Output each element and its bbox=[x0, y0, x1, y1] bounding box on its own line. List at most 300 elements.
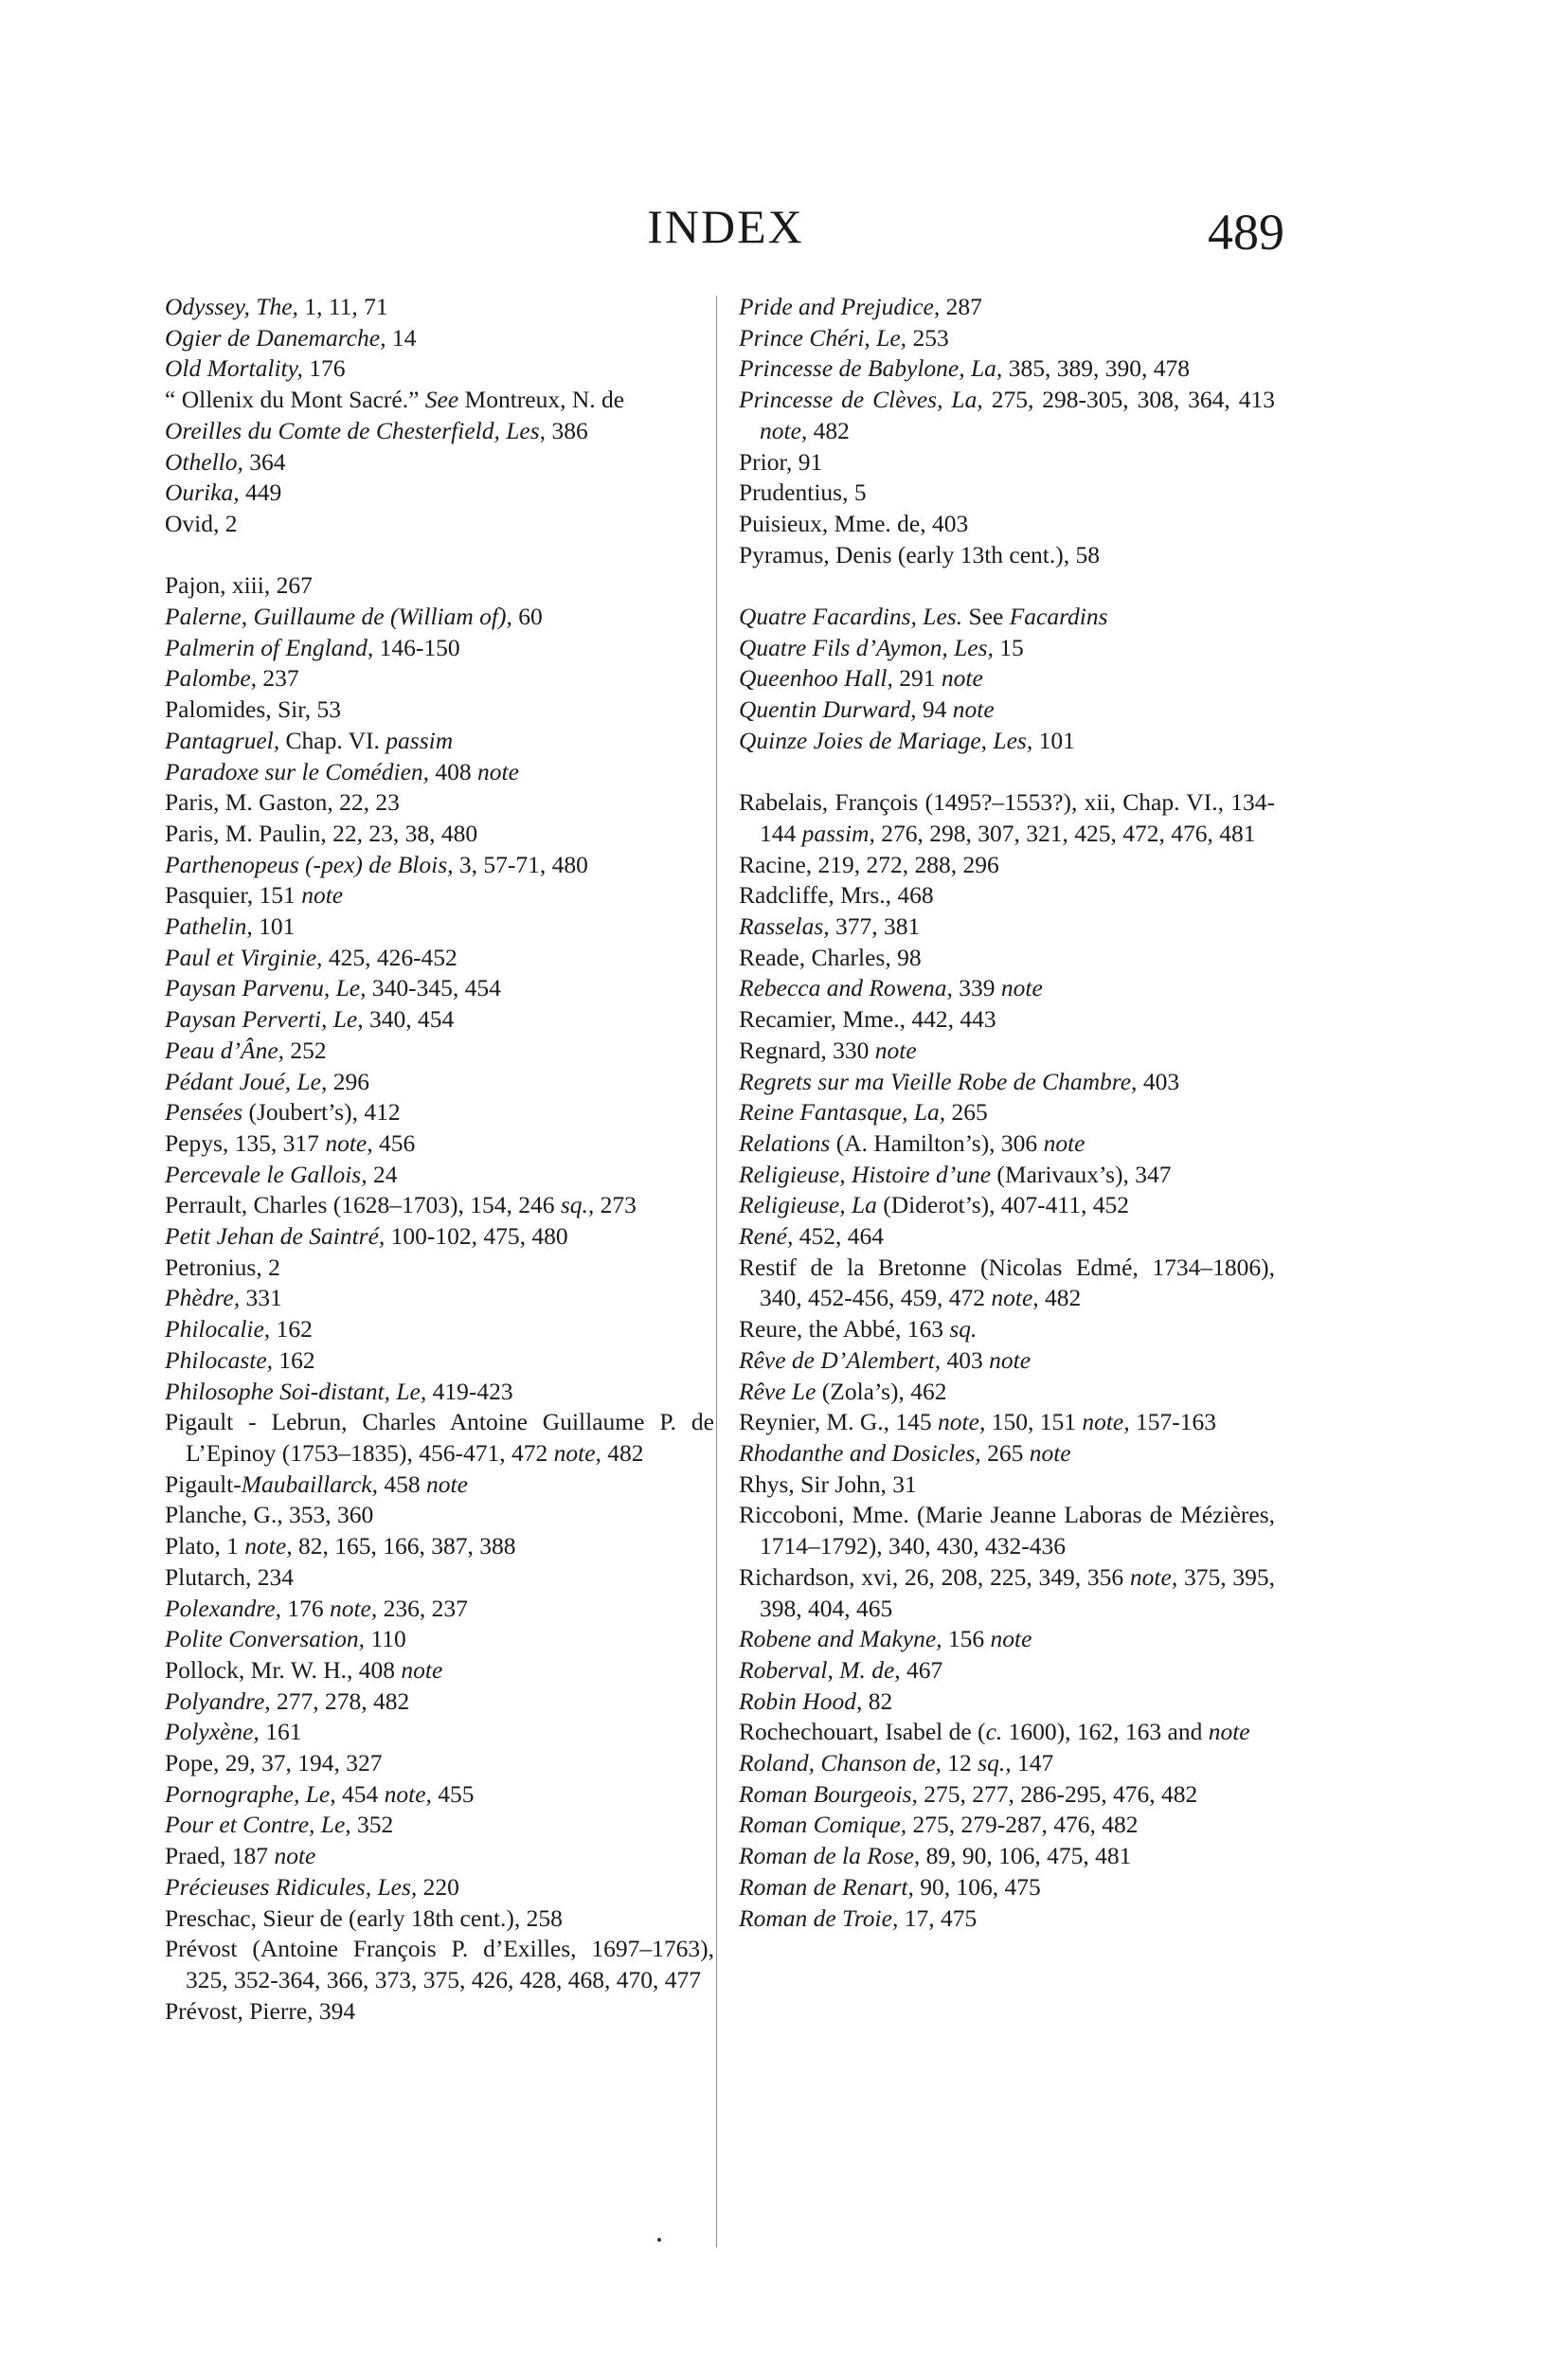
index-entry bbox=[739, 663, 1275, 694]
entry-italic-text: Odyssey, The, bbox=[165, 293, 298, 320]
index-entry bbox=[165, 447, 714, 478]
index-entry bbox=[165, 1253, 714, 1284]
column-divider bbox=[716, 296, 717, 2247]
index-entry bbox=[165, 1097, 714, 1128]
entry-italic-text: Robene and Makyne, bbox=[739, 1625, 942, 1653]
entry-italic-text: note, bbox=[553, 1439, 601, 1467]
entry-text: 15 bbox=[993, 633, 1024, 661]
index-entry bbox=[739, 292, 1275, 323]
entry-italic-text: sq. bbox=[949, 1315, 978, 1343]
entry-text: Reynier, M. G., 145 bbox=[739, 1408, 939, 1436]
entry-italic-text: note, bbox=[325, 1128, 373, 1157]
index-entry bbox=[165, 570, 714, 602]
section-gap bbox=[165, 540, 714, 571]
entry-text: 162 bbox=[270, 1315, 313, 1343]
entry-text: 386 bbox=[546, 416, 588, 444]
entry-text: 237 bbox=[257, 664, 299, 693]
index-entry bbox=[165, 819, 714, 850]
index-entry bbox=[165, 1190, 714, 1221]
index-entry bbox=[739, 1779, 1275, 1811]
entry-text: 156 bbox=[942, 1625, 991, 1653]
entry-italic-text: note bbox=[425, 1469, 468, 1498]
index-entry bbox=[739, 1377, 1275, 1408]
entry-italic-text: Oreilles du Comte de Chesterfield, Les, bbox=[165, 416, 547, 444]
entry-text: 150, 151 bbox=[985, 1408, 1083, 1436]
index-entry bbox=[739, 1748, 1275, 1779]
entry-italic-text: Religieuse, Histoire d’une bbox=[739, 1160, 992, 1188]
index-entry bbox=[739, 1190, 1275, 1221]
entry-text: Prévost, Pierre, 394 bbox=[165, 1996, 356, 2025]
entry-text: Recamier, Mme., 442, 443 bbox=[739, 1005, 996, 1034]
entry-text: Pajon, xiii, 267 bbox=[165, 571, 313, 600]
entry-italic-text: note, bbox=[384, 1779, 432, 1808]
entry-text: 273 bbox=[594, 1191, 637, 1219]
entry-text: 364 bbox=[242, 447, 286, 476]
index-entry bbox=[165, 1934, 714, 1995]
entry-italic-text: note, bbox=[760, 416, 808, 444]
entry-italic-text: Old Mortality, bbox=[165, 354, 303, 383]
index-entry bbox=[739, 323, 1275, 354]
entry-text: 340, 454 bbox=[363, 1005, 455, 1034]
entry-italic-text: Polexandre, bbox=[165, 1594, 281, 1622]
entry-italic-text: Rebecca and Rowena, bbox=[739, 974, 953, 1002]
entry-text: Rochechouart, Isabel de ( bbox=[739, 1718, 986, 1746]
entry-italic-text: Pantagruel, bbox=[165, 726, 280, 754]
entry-italic-text: Paul et Virginie, bbox=[165, 943, 323, 971]
entry-text: 467 bbox=[900, 1655, 943, 1684]
index-entry bbox=[165, 1531, 714, 1562]
entry-italic-text: passim bbox=[386, 726, 454, 754]
entry-italic-text: Pornographe, Le, bbox=[165, 1779, 336, 1808]
entry-text: 339 bbox=[952, 974, 1001, 1002]
index-entry bbox=[739, 1686, 1275, 1718]
entry-text: Ovid, 2 bbox=[165, 509, 238, 537]
entry-italic-text: Queenhoo Hall, bbox=[739, 664, 893, 693]
entry-text: 14 bbox=[386, 323, 417, 352]
entry-italic-text: note bbox=[941, 664, 983, 693]
entry-text: (Zola’s), 462 bbox=[816, 1377, 947, 1405]
entry-italic-text: sq., bbox=[560, 1191, 595, 1219]
entry-italic-text: Roman de Renart, bbox=[739, 1872, 914, 1901]
entry-text: 275, 277, 286-295, 476, 482 bbox=[917, 1779, 1198, 1808]
entry-text: 161 bbox=[259, 1718, 302, 1746]
entry-italic-text: Palerne, Guillaume de (William of), bbox=[165, 603, 512, 631]
index-entry bbox=[739, 1562, 1275, 1624]
entry-text: Chap. VI. bbox=[279, 726, 386, 754]
index-entry bbox=[165, 385, 714, 416]
entry-italic-text: Paysan Perverti, Le, bbox=[165, 1005, 364, 1034]
entry-text: 176 bbox=[280, 1594, 330, 1622]
entry-text: Planche, G., 353, 360 bbox=[165, 1501, 374, 1529]
entry-text: 82, 165, 166, 387, 388 bbox=[292, 1532, 516, 1560]
entry-text: 403 bbox=[941, 1345, 990, 1374]
entry-text: 425, 426-452 bbox=[322, 943, 458, 971]
entry-italic-text: See bbox=[424, 386, 459, 414]
entry-italic-text: René, bbox=[739, 1222, 794, 1251]
entry-text: 157-163 bbox=[1129, 1408, 1216, 1436]
entry-italic-text: Polyxène, bbox=[165, 1718, 260, 1746]
entry-italic-text: Roberval, M. de, bbox=[739, 1655, 901, 1684]
index-entry bbox=[739, 1004, 1275, 1036]
index-entry bbox=[165, 1624, 714, 1655]
entry-text: 236, 237 bbox=[377, 1594, 468, 1622]
entry-text: 94 bbox=[916, 695, 953, 724]
entry-italic-text: Polyandre, bbox=[165, 1686, 271, 1715]
entry-text: 352 bbox=[350, 1811, 394, 1839]
entry-italic-text: Religieuse, La bbox=[739, 1191, 877, 1219]
entry-italic-text: Paradoxe sur le Comédien, bbox=[165, 757, 430, 785]
entry-text: 101 bbox=[252, 912, 296, 941]
index-entry bbox=[165, 1128, 714, 1160]
entry-text: 82 bbox=[862, 1686, 893, 1715]
entry-italic-text: note bbox=[274, 1842, 316, 1870]
entry-italic-text: note, bbox=[329, 1594, 378, 1622]
entry-text: Riccoboni, Mme. (Marie Jeanne Laboras de Mézières, 1714–1792), 340, 430, 432-436 bbox=[739, 1501, 1275, 1560]
entry-text: 253 bbox=[906, 323, 949, 352]
entry-text: Pollock, Mr. W. H., 408 bbox=[165, 1655, 402, 1684]
entry-text: 408 bbox=[429, 757, 478, 785]
entry-text: Perrault, Charles (1628–1703), 154, 246 bbox=[165, 1191, 561, 1219]
page-number: 489 bbox=[1208, 204, 1284, 261]
entry-italic-text: Rhodanthe and Dosicles, bbox=[739, 1438, 981, 1467]
entry-text: 452, 464 bbox=[793, 1222, 884, 1251]
index-entry bbox=[165, 633, 714, 664]
entry-italic-text: Quinze Joies de Mariage, Les, bbox=[739, 726, 1033, 754]
index-entry bbox=[165, 1407, 714, 1469]
entry-text: 377, 381 bbox=[829, 912, 921, 941]
index-entry bbox=[739, 1036, 1275, 1067]
entry-text: (A. Hamilton’s), 306 bbox=[830, 1128, 1044, 1157]
entry-italic-text: note bbox=[874, 1036, 917, 1064]
entry-text: 176 bbox=[302, 354, 346, 383]
entry-italic-text: Rêve Le bbox=[739, 1377, 816, 1405]
entry-text: 403 bbox=[1137, 1067, 1180, 1095]
index-entry bbox=[739, 1903, 1275, 1935]
entry-italic-text: Philosophe Soi-distant, Le, bbox=[165, 1377, 427, 1405]
entry-text: 287 bbox=[940, 293, 982, 320]
entry-italic-text: note bbox=[1208, 1718, 1250, 1746]
entry-text: Prudentius, 5 bbox=[739, 478, 867, 507]
entry-italic-text: Ourika, bbox=[165, 478, 240, 507]
entry-italic-text: Maubaillarck, bbox=[241, 1469, 378, 1498]
index-entry bbox=[165, 1500, 714, 1531]
entry-italic-text: Phèdre, bbox=[165, 1284, 241, 1312]
index-entry bbox=[165, 1686, 714, 1718]
entry-italic-text: Roman Comique, bbox=[739, 1811, 907, 1839]
entry-text: Pigault - Lebrun, Charles Antoine Guillaume P. de L’Epinoy (1753–1835), 456-471, 472 bbox=[165, 1408, 714, 1467]
index-entry bbox=[739, 478, 1275, 509]
entry-text: 454 bbox=[335, 1779, 385, 1808]
entry-text: Prévost (Antoine François P. d’Exilles, 1697–1763), 325, 352-364, 366, 373, 375, 426, 428, 468, 470, 477 bbox=[165, 1935, 714, 1993]
index-entry bbox=[739, 1067, 1275, 1098]
entry-text: 277, 278, 482 bbox=[270, 1686, 410, 1715]
index-entry bbox=[165, 1221, 714, 1253]
entry-italic-text: Palmerin of England, bbox=[165, 633, 374, 661]
index-entry bbox=[165, 1810, 714, 1841]
entry-text: Regnard, 330 bbox=[739, 1036, 875, 1064]
index-entry bbox=[739, 1160, 1275, 1191]
entry-italic-text: Pride and Prejudice, bbox=[739, 293, 941, 320]
index-entry bbox=[739, 1097, 1275, 1128]
entry-text: Restif de la Bretonne (Nicolas Edmé, 1734–1806), 340, 452-456, 459, 472 bbox=[739, 1253, 1275, 1312]
entry-italic-text: note bbox=[477, 757, 519, 785]
entry-text: Richardson, xvi, 26, 208, 225, 349, 356 bbox=[739, 1562, 1130, 1591]
index-entry bbox=[165, 757, 714, 788]
entry-italic-text: Quatre Facardins, Les. bbox=[739, 603, 963, 631]
index-entry bbox=[739, 1500, 1275, 1561]
entry-text: Reade, Charles, 98 bbox=[739, 943, 922, 971]
entry-text: Reure, the Abbé, 163 bbox=[739, 1315, 950, 1343]
entry-italic-text: Pathelin, bbox=[165, 912, 253, 941]
running-head bbox=[167, 199, 1284, 265]
index-entry bbox=[739, 1407, 1275, 1438]
entry-italic-text: note bbox=[301, 881, 344, 910]
entry-italic-text: Roman de la Rose, bbox=[739, 1842, 921, 1870]
entry-text: Puisieux, Mme. de, 403 bbox=[739, 509, 969, 537]
entry-text: 455 bbox=[431, 1779, 475, 1808]
index-entry bbox=[165, 1717, 714, 1748]
index-entry bbox=[739, 694, 1275, 726]
entry-italic-text: Roland, Chanson de, bbox=[739, 1749, 942, 1777]
entry-text: Rabelais, François (1495?–1553?), xii, Chap. VI., 134-144 bbox=[739, 788, 1275, 847]
entry-text: 296 bbox=[327, 1067, 369, 1095]
entry-text: Montreux, N. de bbox=[458, 386, 625, 414]
entry-text: (Diderot’s), 407-411, 452 bbox=[876, 1191, 1129, 1219]
index-entry bbox=[739, 880, 1275, 911]
stray-mark bbox=[657, 2238, 661, 2242]
index-entry bbox=[165, 1996, 714, 2028]
index-entry bbox=[165, 416, 714, 447]
entry-italic-text: note, bbox=[1129, 1562, 1178, 1591]
index-entry bbox=[739, 602, 1275, 633]
entry-text: Paris, M. Gaston, 22, 23 bbox=[165, 788, 400, 817]
entry-text: 110 bbox=[365, 1625, 406, 1653]
entry-text: 147 bbox=[1011, 1749, 1054, 1777]
right-column bbox=[739, 292, 1275, 1934]
index-entry bbox=[739, 943, 1275, 974]
index-entry bbox=[165, 1748, 714, 1779]
entry-text: Pepys, 135, 317 bbox=[165, 1128, 326, 1157]
entry-text: 385, 389, 390, 478 bbox=[1002, 354, 1190, 383]
entry-text: 275, 279-287, 476, 482 bbox=[906, 1811, 1139, 1839]
index-entry bbox=[739, 1469, 1275, 1501]
entry-text: Pasquier, 151 bbox=[165, 881, 302, 910]
index-entry bbox=[165, 1036, 714, 1067]
entry-text: 1, 11, 71 bbox=[297, 293, 388, 320]
entry-italic-text: Peau d’Âne, bbox=[165, 1036, 285, 1064]
index-entry bbox=[739, 1128, 1275, 1160]
entry-text: Rhys, Sir John, 31 bbox=[739, 1469, 917, 1498]
entry-text: 3, 57-71, 480 bbox=[453, 850, 588, 878]
entry-italic-text: note bbox=[990, 1625, 1032, 1653]
index-entry bbox=[739, 509, 1275, 540]
entry-italic-text: Pour et Contre, Le, bbox=[165, 1811, 351, 1839]
entry-text: 291 bbox=[892, 664, 942, 693]
entry-italic-text: Pensées bbox=[165, 1098, 243, 1127]
entry-italic-text: Reine Fantasque, La, bbox=[739, 1098, 946, 1127]
entry-text: 331 bbox=[240, 1284, 282, 1312]
entry-italic-text: Roman de Troie, bbox=[739, 1903, 899, 1932]
index-entry bbox=[739, 447, 1275, 478]
entry-italic-text: Facardins bbox=[1009, 603, 1108, 631]
entry-text: Praed, 187 bbox=[165, 1842, 275, 1870]
index-entry bbox=[739, 850, 1275, 881]
entry-text: Palomides, Sir, 53 bbox=[165, 695, 341, 724]
entry-italic-text: note, bbox=[244, 1532, 293, 1560]
entry-italic-text: Quatre Fils d’Aymon, Les, bbox=[739, 633, 994, 661]
index-entry bbox=[165, 1067, 714, 1098]
index-entry bbox=[165, 323, 714, 354]
entry-text: 449 bbox=[239, 478, 282, 507]
index-entry bbox=[739, 633, 1275, 664]
entry-italic-text: Palombe, bbox=[165, 664, 258, 693]
index-entry bbox=[165, 1283, 714, 1314]
index-entry bbox=[165, 1562, 714, 1594]
index-entry bbox=[165, 509, 714, 540]
index-entry bbox=[739, 1655, 1275, 1686]
entry-italic-text: Relations bbox=[739, 1128, 831, 1157]
entry-text: 482 bbox=[807, 416, 850, 444]
entry-text: Plato, 1 bbox=[165, 1532, 245, 1560]
entry-italic-text: note bbox=[1043, 1128, 1086, 1157]
index-entry bbox=[165, 1594, 714, 1625]
entry-italic-text: Princesse de Clèves, La, bbox=[739, 386, 983, 414]
entry-italic-text: Rêve de D’Alembert, bbox=[739, 1345, 942, 1374]
entry-text: 458 bbox=[377, 1469, 426, 1498]
entry-text: 162 bbox=[273, 1345, 315, 1374]
entry-text: 340-345, 454 bbox=[366, 974, 501, 1002]
index-entry bbox=[739, 1221, 1275, 1253]
entry-italic-text: Polite Conversation, bbox=[165, 1625, 366, 1653]
page-title: INDEX bbox=[647, 200, 804, 253]
entry-text: 60 bbox=[511, 603, 543, 631]
index-entry bbox=[739, 1717, 1275, 1748]
index-entry bbox=[165, 663, 714, 694]
index-entry bbox=[739, 1810, 1275, 1841]
entry-text: 24 bbox=[367, 1160, 398, 1188]
index-entry bbox=[165, 1345, 714, 1377]
entry-text: See bbox=[962, 603, 1010, 631]
entry-italic-text: Rasselas, bbox=[739, 912, 830, 941]
entry-text: 1600), 162, 163 and bbox=[1002, 1718, 1209, 1746]
index-entry bbox=[165, 787, 714, 819]
index-entry bbox=[165, 726, 714, 757]
index-entry bbox=[165, 1004, 714, 1036]
entry-italic-text: Philocaste, bbox=[165, 1345, 274, 1374]
entry-italic-text: sq., bbox=[978, 1749, 1012, 1777]
section-gap bbox=[739, 757, 1275, 788]
entry-italic-text: Quentin Durward, bbox=[739, 695, 917, 724]
entry-text: Racine, 219, 272, 288, 296 bbox=[739, 850, 999, 878]
entry-text: Paris, M. Paulin, 22, 23, 38, 480 bbox=[165, 819, 478, 847]
index-entry bbox=[165, 1160, 714, 1191]
index-entry bbox=[165, 1314, 714, 1345]
entry-italic-text: c. bbox=[985, 1718, 1003, 1746]
entry-text: 146-150 bbox=[373, 633, 460, 661]
index-entry bbox=[165, 1841, 714, 1872]
entry-text: Plutarch, 234 bbox=[165, 1562, 294, 1591]
index-entry bbox=[739, 1253, 1275, 1314]
entry-italic-text: Robin Hood, bbox=[739, 1686, 863, 1715]
entry-italic-text: Othello, bbox=[165, 447, 243, 476]
entry-text: Pope, 29, 37, 194, 327 bbox=[165, 1749, 383, 1777]
entry-italic-text: note bbox=[952, 695, 995, 724]
index-entry bbox=[165, 911, 714, 943]
index-entry bbox=[165, 1655, 714, 1686]
entry-italic-text: note bbox=[401, 1655, 443, 1684]
entry-italic-text: Roman Bourgeois, bbox=[739, 1779, 918, 1808]
index-entry bbox=[739, 911, 1275, 943]
entry-text: Radcliffe, Mrs., 468 bbox=[739, 881, 934, 910]
entry-italic-text: note bbox=[989, 1345, 1032, 1374]
entry-italic-text: Percevale le Gallois, bbox=[165, 1160, 368, 1188]
entry-text: Pigault- bbox=[165, 1469, 242, 1498]
index-entry bbox=[739, 1624, 1275, 1655]
entry-text: 375, 395, 398, 404, 465 bbox=[760, 1562, 1276, 1622]
entry-italic-text: Pédant Joué, Le, bbox=[165, 1067, 328, 1095]
entry-text: (Joubert’s), 412 bbox=[242, 1098, 401, 1127]
entry-text: 419-423 bbox=[426, 1377, 513, 1405]
entry-text: 275, 298-305, 308, 364, 413 bbox=[982, 386, 1276, 414]
entry-text: “ Ollenix du Mont Sacré.” bbox=[165, 386, 425, 414]
entry-text: 12 bbox=[941, 1749, 978, 1777]
entry-text: Petronius, 2 bbox=[165, 1253, 280, 1281]
entry-text: Preschac, Sieur de (early 18th cent.), 258 bbox=[165, 1903, 563, 1932]
index-entry bbox=[739, 1841, 1275, 1872]
index-entry bbox=[165, 602, 714, 633]
entry-text: 265 bbox=[980, 1438, 1030, 1467]
index-entry bbox=[739, 353, 1275, 385]
entry-italic-text: Paysan Parvenu, Le, bbox=[165, 974, 367, 1002]
entry-text: 276, 298, 307, 321, 425, 472, 476, 481 bbox=[874, 819, 1256, 847]
entry-text: 89, 90, 106, 475, 481 bbox=[920, 1842, 1132, 1870]
index-entry bbox=[739, 1438, 1275, 1469]
entry-italic-text: note bbox=[1000, 974, 1043, 1002]
entry-text: Pyramus, Denis (early 13th cent.), 58 bbox=[739, 540, 1100, 568]
index-entry bbox=[739, 1314, 1275, 1345]
entry-text: 100-102, 475, 480 bbox=[385, 1222, 568, 1251]
index-entry bbox=[739, 385, 1275, 446]
entry-italic-text: note, bbox=[1082, 1408, 1130, 1436]
index-entry bbox=[165, 1779, 714, 1811]
entry-italic-text: note, bbox=[991, 1284, 1039, 1312]
section-gap bbox=[739, 570, 1275, 602]
entry-italic-text: Philocalie, bbox=[165, 1315, 271, 1343]
entry-text: 101 bbox=[1032, 726, 1075, 754]
entry-italic-text: Petit Jehan de Saintré, bbox=[165, 1222, 386, 1251]
entry-italic-text: Prince Chéri, Le, bbox=[739, 323, 907, 352]
entry-text: 265 bbox=[945, 1098, 988, 1127]
index-entry bbox=[165, 850, 714, 881]
entry-italic-text: passim, bbox=[801, 819, 875, 847]
index-entry bbox=[165, 694, 714, 726]
entry-text: 220 bbox=[417, 1872, 459, 1901]
entry-text: (Marivaux’s), 347 bbox=[991, 1160, 1172, 1188]
entry-text: 482 bbox=[1038, 1284, 1082, 1312]
index-entry bbox=[165, 1903, 714, 1935]
left-column bbox=[165, 292, 714, 2027]
entry-italic-text: Ogier de Danemarche, bbox=[165, 323, 386, 352]
entry-text: 17, 475 bbox=[898, 1903, 978, 1932]
index-entry bbox=[165, 973, 714, 1004]
entry-text: 252 bbox=[284, 1036, 327, 1064]
entry-text: Prior, 91 bbox=[739, 447, 823, 476]
index-entry bbox=[739, 540, 1275, 571]
entry-text: 456 bbox=[372, 1128, 416, 1157]
index-entry bbox=[165, 353, 714, 385]
index-entry bbox=[165, 1377, 714, 1408]
index-entry bbox=[739, 726, 1275, 757]
